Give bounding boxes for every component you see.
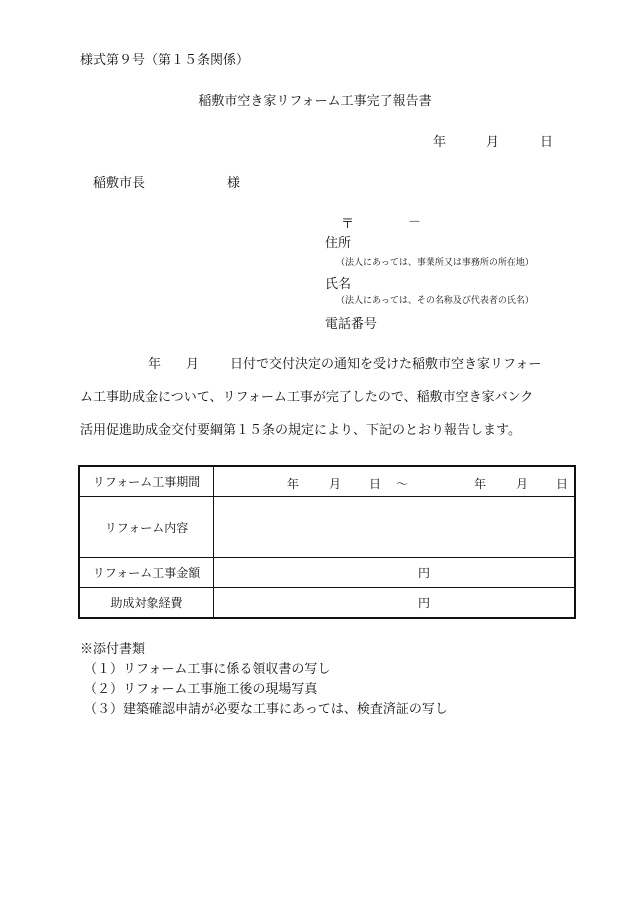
content-value[interactable] [214, 497, 576, 558]
date-year-label: 年 [433, 135, 447, 150]
period-end-day: 日 [556, 477, 569, 491]
amount-value[interactable]: 円 [214, 558, 576, 588]
tel-label: 電話番号 [325, 317, 378, 332]
postal-dash: － [408, 215, 422, 230]
date-month-label: 月 [486, 135, 500, 150]
table-row-subsidy [79, 588, 575, 619]
subsidy-value[interactable]: 円 [214, 588, 576, 619]
body-line-3: 活用促進助成金交付要綱第１５条の規定により、下記のとおり報告します。 [80, 423, 521, 438]
period-start-day: 日 [369, 477, 382, 491]
subsidy-label: 助成対象経費 [79, 588, 214, 619]
period-start-month: 月 [329, 477, 342, 491]
attachments-heading: ※添付書類 [80, 642, 146, 657]
body-month: 月 [186, 357, 200, 372]
table-row-amount [79, 558, 575, 588]
addressee-honorific: 様 [227, 176, 241, 191]
document-title: 稲敷市空き家リフォーム工事完了報告書 [198, 94, 432, 109]
attachment-item: （２）リフォーム工事施工後の現場写真 [84, 682, 318, 697]
report-table [78, 465, 576, 619]
name-label: 氏名 [325, 277, 352, 292]
attachment-item: （１）リフォーム工事に係る領収書の写し [84, 662, 331, 677]
period-start-year: 年 [287, 477, 300, 491]
table-row-content [79, 497, 575, 558]
body-year: 年 [148, 357, 162, 372]
attachment-item: （３）建築確認申請が必要な工事にあっては、検査済証の写し [84, 702, 448, 717]
body-line-2: ム工事助成金について、リフォーム工事が完了したので、稲敷市空き家バンク [80, 390, 534, 405]
period-end-month: 月 [516, 477, 529, 491]
address-label: 住所 [325, 236, 352, 251]
postal-mark: 〒 [341, 217, 355, 232]
period-label: リフォーム工事期間 [79, 466, 214, 497]
date-day-label: 日 [540, 135, 554, 150]
addressee-name: 稲敷市長 [93, 176, 146, 191]
name-note: （法人にあっては、その名称及び代表者の氏名） [336, 296, 534, 306]
body-line-1-text: 日付で交付決定の通知を受けた稲敷市空き家リフォー [230, 357, 542, 372]
table-row-period [79, 466, 575, 497]
amount-label: リフォーム工事金額 [79, 558, 214, 588]
period-value[interactable] [214, 466, 576, 497]
period-end-year: 年 [474, 477, 487, 491]
form-number: 様式第９号（第１５条関係） [80, 53, 250, 68]
content-label: リフォーム内容 [79, 497, 214, 558]
period-tilde: ～ [396, 477, 409, 491]
address-note: （法人にあっては、事業所又は事務所の所在地） [336, 258, 534, 268]
